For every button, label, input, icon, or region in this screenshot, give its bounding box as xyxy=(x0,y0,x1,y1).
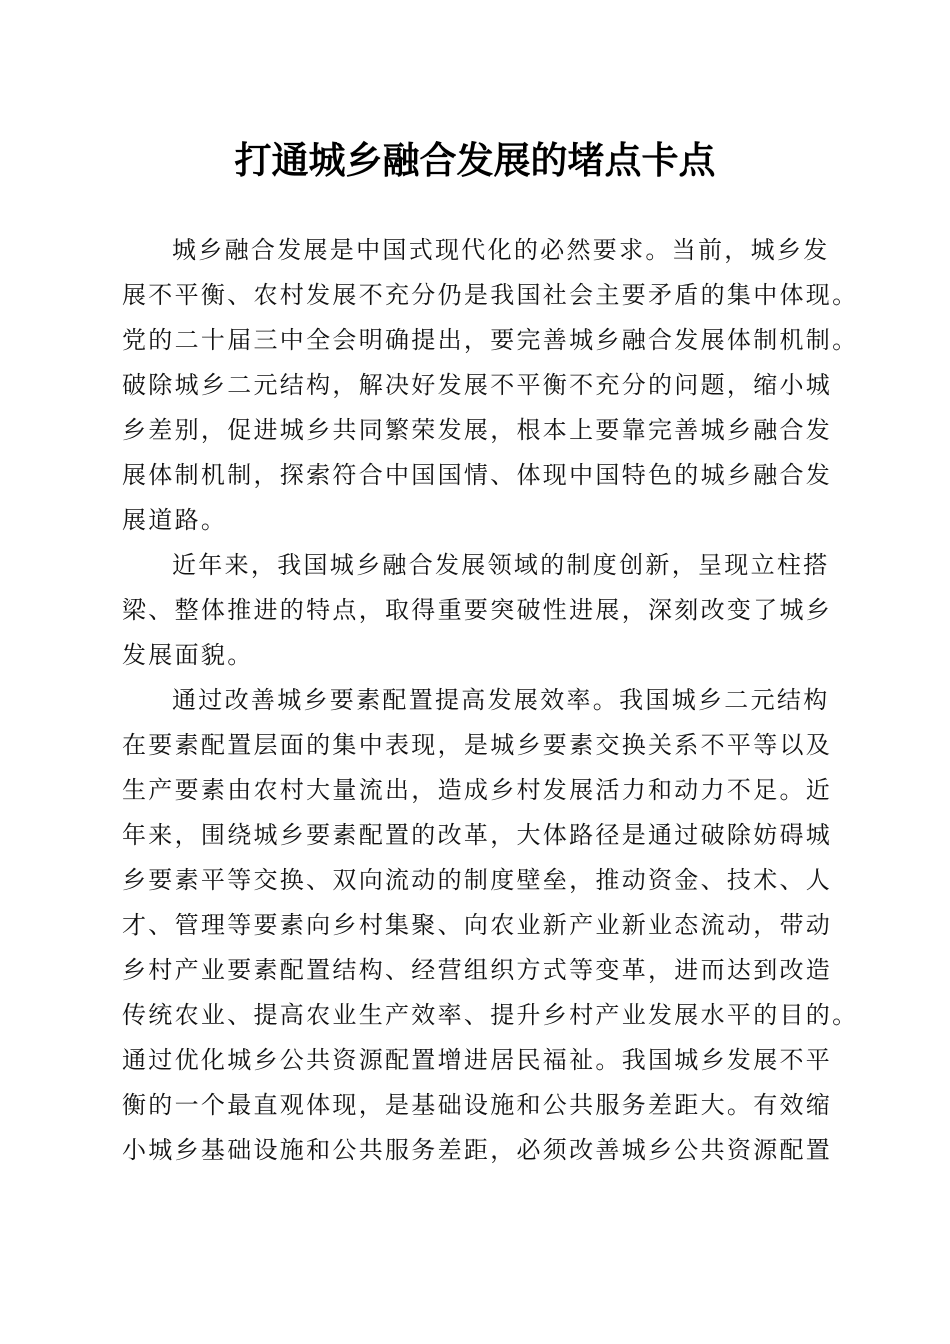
paragraph-2 xyxy=(122,543,842,678)
document-body xyxy=(122,228,859,1173)
text-line: 通过改善城乡要素配置提高发展效率。我国城乡二元结构 xyxy=(172,686,830,714)
text-line: 通过优化城乡公共资源配置增进居民福祉。我国城乡发展不平 xyxy=(122,1046,833,1074)
text-line: 小城乡基础设施和公共服务差距，必须改善城乡公共资源配置 xyxy=(122,1136,833,1164)
text-line: 城乡融合发展是中国式现代化的必然要求。当前，城乡发 xyxy=(172,236,830,264)
text-line: 传统农业、提高农业生产效率、提升乡村产业发展水平的目的。 xyxy=(122,1001,859,1029)
text-line: 党的二十届三中全会明确提出，要完善城乡融合发展体制机制。 xyxy=(122,326,859,354)
text-line: 才、管理等要素向乡村集聚、向农业新产业新业态流动，带动 xyxy=(122,911,833,939)
text-line: 在要素配置层面的集中表现，是城乡要素交换关系不平等以及 xyxy=(122,731,833,759)
text-line: 乡要素平等交换、双向流动的制度壁垒，推动资金、技术、人 xyxy=(122,866,833,894)
document-title: 打通城乡融合发展的堵点卡点 xyxy=(234,138,716,182)
text-line: 衡的一个最直观体现，是基础设施和公共服务差距大。有效缩 xyxy=(122,1091,833,1119)
paragraph-1 xyxy=(122,228,859,543)
text-line: 近年来，我国城乡融合发展领域的制度创新，呈现立柱搭 xyxy=(172,551,830,579)
text-line: 生产要素由农村大量流出，造成乡村发展活力和动力不足。近 xyxy=(122,776,833,804)
text-line: 发展面貌。 xyxy=(122,641,254,669)
text-line: 展不平衡、农村发展不充分仍是我国社会主要矛盾的集中体现。 xyxy=(122,281,859,309)
text-line: 破除城乡二元结构，解决好发展不平衡不充分的问题，缩小城 xyxy=(122,371,833,399)
text-line: 展体制机制，探索符合中国国情、体现中国特色的城乡融合发 xyxy=(122,461,833,489)
text-line: 年来，围绕城乡要素配置的改革，大体路径是通过破除妨碍城 xyxy=(122,821,833,849)
text-line: 展道路。 xyxy=(122,506,228,534)
text-line: 梁、整体推进的特点，取得重要突破性进展，深刻改变了城乡 xyxy=(122,596,833,624)
text-line: 乡村产业要素配置结构、经营组织方式等变革，进而达到改造 xyxy=(122,956,833,984)
text-line: 乡差别，促进城乡共同繁荣发展，根本上要靠完善城乡融合发 xyxy=(122,416,833,444)
paragraph-3 xyxy=(122,678,859,1173)
